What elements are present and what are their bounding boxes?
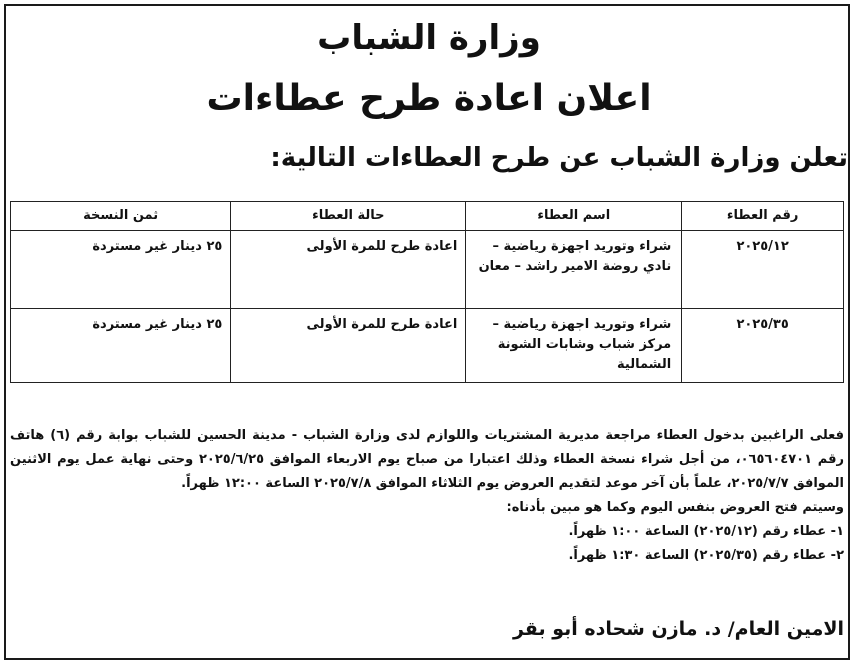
- tender-name: شراء وتوريد اجهزة رياضية – مركز شباب وشابات الشونة الشمالية: [466, 309, 682, 383]
- ministry-name: وزارة الشباب: [317, 18, 541, 58]
- opening-line: وسيتم فتح العروض بنفس اليوم وكما هو مبين بأدناه:: [506, 500, 844, 515]
- copy-price: ٢٥ دينار غير مستردة: [11, 231, 231, 309]
- tender-name: شراء وتوريد اجهزة رياضية – نادي روضة الامير راشد – معان: [466, 231, 682, 309]
- announcement-body: [10, 424, 844, 568]
- tender-status: اعادة طرح للمرة الأولى: [231, 231, 466, 309]
- signature-line: الامين العام/ د. مازن شحاده أبو بقر: [512, 618, 844, 640]
- copy-price: ٢٥ دينار غير مستردة: [11, 309, 231, 383]
- tender-number: ٢٠٢٥/٣٥: [682, 309, 844, 383]
- table-row: [11, 309, 844, 383]
- header-copy-price: ثمن النسخة: [11, 202, 231, 231]
- opening-item-2: ٢- عطاء رقم (٢٠٢٥/٣٥) الساعة ١:٣٠ ظهراً.: [568, 548, 844, 563]
- table-header-row: [11, 202, 844, 231]
- header-tender-name: اسم العطاء: [466, 202, 682, 231]
- tenders-table: [10, 201, 844, 383]
- opening-item-1: ١- عطاء رقم (٢٠٢٥/١٢) الساعة ١:٠٠ ظهراً.: [568, 524, 844, 539]
- tender-status: اعادة طرح للمرة الأولى: [231, 309, 466, 383]
- body-paragraph: فعلى الراغبين بدخول العطاء مراجعة مديرية المشتريات واللوازم لدى وزارة الشباب - مدينة الحسين للشباب بوابة رقم (٦) هاتف رقم ٠٦٥٦٠٤٧٠١، من أجل شراء نسخة العطاء وذلك اعتبارا من صباح يوم الاربعاء الموافق ٢٠٢٥/٦/٢٥ وحتى نهاية عمل يوم الاثنين الموافق ٢٠٢٥/٧/٧، علماً بأن آخر موعد لتقديم العروض يوم الثلاثاء الموافق ٢٠٢٥/٧/٨ الساعة ١٢:٠٠ ظهراً.: [10, 428, 845, 491]
- tender-number: ٢٠٢٥/١٢: [682, 231, 844, 309]
- header-tender-status: حالة العطاء: [231, 202, 466, 231]
- header-tender-number: رقم العطاء: [682, 202, 844, 231]
- table-row: [11, 231, 844, 309]
- intro-line: تعلن وزارة الشباب عن طرح العطاءات التالية:: [270, 143, 848, 173]
- announcement-title: اعلان اعادة طرح عطاءات: [206, 78, 652, 119]
